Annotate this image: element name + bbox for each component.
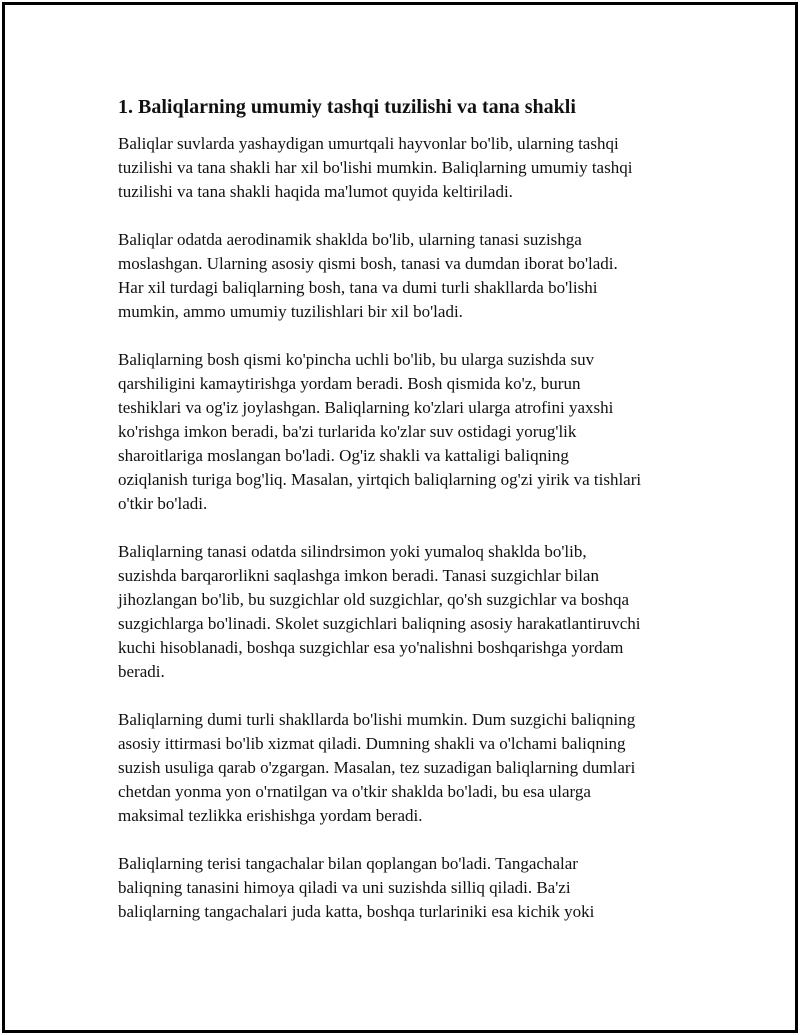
paragraph-tail: Baliqlarning dumi turli shakllarda bo'lishi mumkin. Dum suzgichi baliqning asosiy ittirmasi bo'lib xizmat qiladi. Dumning shakli va o'lchami baliqning suzish usuliga qarab o'zgargan. Masalan, tez suzadigan baliqlarning dumlari chetdan yonma yon o'rnatilgan va o'tkir shaklda bo'ladi, bu esa ularga maksimal tezlikka erishishga yordam beradi. — [118, 710, 636, 825]
paragraph-body-shape: Baliqlar odatda aerodinamik shaklda bo'lib, ularning tanasi suzishga moslashgan. Ularning asosiy qismi bosh, tanasi va dumdan iborat bo'ladi. Har xil turdagi baliqlarning bosh, tana va dumi turli shakllarda bo'lishi mumkin, ammo umumiy tuzilishlari bir xil bo'ladi. — [118, 230, 618, 321]
paragraph-head: Baliqlarning bosh qismi ko'pincha uchli bo'lib, bu ularga suzishda suv qarshiligini kamaytirishga yordam beradi. Bosh qismida ko'z, burun teshiklari va og'iz joylashgan. Baliqlarning ko'zlari ularga atrofini yaxshi ko'rishga imkon beradi, ba'zi turlarida ko'zlar suv ostidagi yorug'lik sharoitlariga moslangan bo'ladi. Og'iz shakli va kattaligi baliqning oziqlanish turiga bog'liq. Masalan, yirtqich baliqlarning og'zi yirik va tishlari o'tkir bo'ladi. — [118, 350, 642, 513]
document-body — [118, 95, 698, 948]
section-heading: 1. Baliqlarning umumiy tashqi tuzilishi va tana shakli — [118, 96, 576, 118]
paragraph-intro: Baliqlar suvlarda yashaydigan umurtqali hayvonlar bo'lib, ularning tashqi tuzilishi va tana shakli har xil bo'lishi mumkin. Baliqlarning umumiy tashqi tuzilishi va tana shakli haqida ma'lumot quyida keltiriladi. — [118, 134, 633, 201]
paragraph-trunk: Baliqlarning tanasi odatda silindrsimon yoki yumaloq shaklda bo'lib, suzishda barqarorlikni saqlashga imkon beradi. Tanasi suzgichlar bilan jihozlangan bo'lib, bu suzgichlar old suzgichlar, qo'sh suzgichlar va boshqa suzgichlarga bo'linadi. Skolet suzgichlari baliqning asosiy harakatlantiruvchi kuchi hisoblanadi, boshqa suzgichlar esa yo'nalishni boshqarishga yordam beradi. — [118, 542, 641, 681]
paragraph-skin: Baliqlarning terisi tangachalar bilan qoplangan bo'ladi. Tangachalar baliqning tanasini himoya qiladi va uni suzishda silliq qiladi. Ba'zi baliqlarning tangachalari juda katta, boshqa turlariniki esa kichik yoki — [118, 854, 595, 921]
